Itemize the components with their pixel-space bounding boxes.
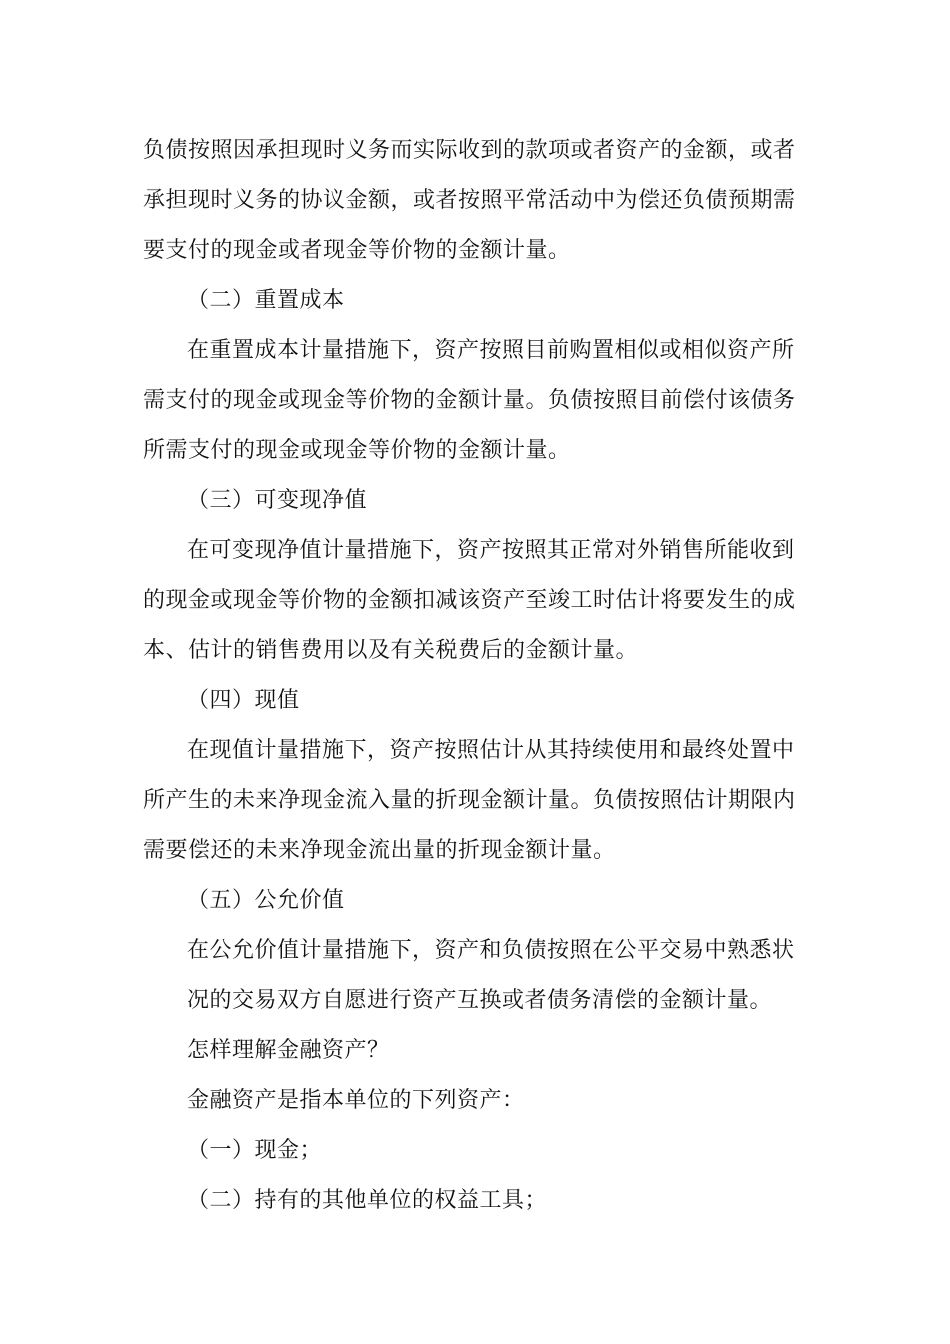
body-text-line: 所需支付的现金或现金等价物的金额计量。 xyxy=(143,438,571,463)
section-heading: （四）现值 xyxy=(187,688,300,713)
body-text-line: 在现值计量措施下，资产按照估计从其持续使用和最终处置中 xyxy=(187,738,795,763)
section-heading: （三）可变现净值 xyxy=(187,488,368,513)
section-heading: （二）重置成本 xyxy=(187,288,345,313)
question-line: 怎样理解金融资产？ xyxy=(187,1038,390,1063)
body-text-line: 在重置成本计量措施下，资产按照目前购置相似或相似资产所 xyxy=(187,338,795,363)
body-text-line: 的现金或现金等价物的金额扣减该资产至竣工时估计将要发生的成 xyxy=(143,588,796,613)
body-text-line: 在公允价值计量措施下，资产和负债按照在公平交易中熟悉状 xyxy=(187,938,795,963)
body-text-line: 况的交易双方自愿进行资产互换或者债务清偿的金额计量。 xyxy=(187,988,773,1013)
body-text-line: 本、估计的销售费用以及有关税费后的金额计量。 xyxy=(143,638,639,663)
list-item: （一）现金； xyxy=(187,1138,323,1163)
body-text-line: 负债按照因承担现时义务而实际收到的款项或者资产的金额，或者 xyxy=(143,138,796,163)
body-text-line: 金融资产是指本单位的下列资产： xyxy=(187,1088,525,1113)
body-text-line: 在可变现净值计量措施下，资产按照其正常对外销售所能收到 xyxy=(187,538,795,563)
body-text-line: 要支付的现金或者现金等价物的金额计量。 xyxy=(143,238,571,263)
body-text-line: 需要偿还的未来净现金流出量的折现金额计量。 xyxy=(143,838,616,863)
body-text-line: 所产生的未来净现金流入量的折现金额计量。负债按照估计期限内 xyxy=(143,788,796,813)
body-text-line: 承担现时义务的协议金额，或者按照平常活动中为偿还负债预期需 xyxy=(143,188,796,213)
section-heading: （五）公允价值 xyxy=(187,888,345,913)
list-item: （二）持有的其他单位的权益工具； xyxy=(187,1188,548,1213)
body-text-line: 需支付的现金或现金等价物的金额计量。负债按照目前偿付该债务 xyxy=(143,388,796,413)
